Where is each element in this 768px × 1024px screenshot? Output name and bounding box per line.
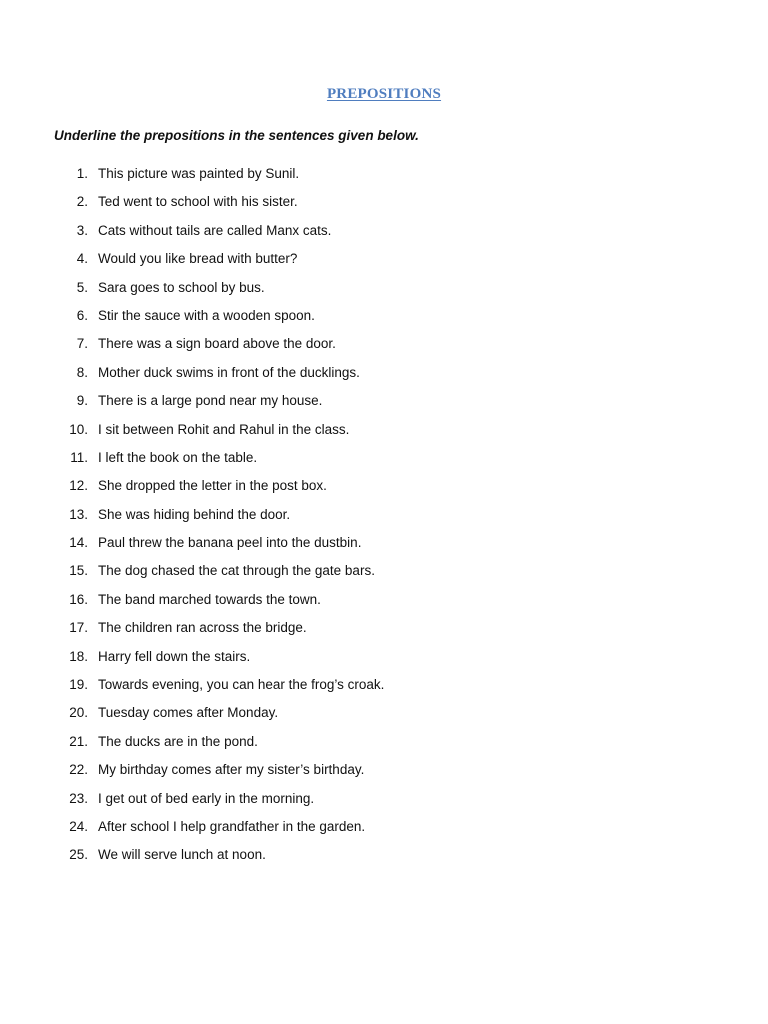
item-number: 22. bbox=[69, 762, 88, 778]
item-number: 3. bbox=[76, 222, 88, 238]
sentence-text: I get out of bed early in the morning. bbox=[98, 790, 315, 806]
item-number: 23. bbox=[69, 790, 88, 806]
item-number: 17. bbox=[69, 620, 88, 636]
item-number: 8. bbox=[76, 364, 88, 380]
sentence-text: We will serve lunch at noon. bbox=[98, 847, 266, 863]
item-number: 5. bbox=[76, 279, 88, 295]
sentence-text: Tuesday comes after Monday. bbox=[98, 705, 279, 721]
item-number: 19. bbox=[69, 677, 88, 693]
item-number: 10. bbox=[69, 421, 88, 437]
sentence-text: I left the book on the table. bbox=[98, 449, 258, 465]
sentence-text: Ted went to school with his sister. bbox=[98, 194, 298, 210]
item-number: 13. bbox=[69, 506, 88, 522]
item-number: 1. bbox=[76, 166, 88, 181]
sentence-text: Mother duck swims in front of the ducklings. bbox=[98, 364, 360, 380]
sentence-text: The band marched towards the town. bbox=[98, 591, 321, 607]
sentence-text: Harry fell down the stairs. bbox=[98, 648, 251, 664]
sentence-text: There is a large pond near my house. bbox=[98, 393, 323, 409]
sentence-text: Would you like bread with butter? bbox=[98, 251, 298, 267]
item-number: 25. bbox=[69, 847, 88, 863]
sentence-text: The ducks are in the pond. bbox=[98, 733, 258, 749]
item-number: 9. bbox=[76, 393, 88, 409]
sentence-text: After school I help grandfather in the garden. bbox=[98, 818, 366, 834]
instruction-text: Underline the prepositions in the sentences given below. bbox=[54, 128, 419, 143]
sentence-text: Paul threw the banana peel into the dustbin. bbox=[98, 535, 362, 551]
item-number: 16. bbox=[69, 591, 88, 607]
page-title: PREPOSITIONS bbox=[326, 86, 442, 102]
sentence-text: This picture was painted by Sunil. bbox=[98, 166, 300, 181]
item-number: 21. bbox=[69, 733, 88, 749]
sentence-text: There was a sign board above the door. bbox=[98, 336, 336, 352]
item-number: 20. bbox=[69, 705, 88, 721]
item-number: 6. bbox=[76, 307, 88, 323]
sentence-text: The dog chased the cat through the gate bars. bbox=[98, 563, 375, 579]
item-number: 11. bbox=[70, 449, 88, 465]
sentence-text: Cats without tails are called Manx cats. bbox=[98, 222, 332, 238]
item-number: 7. bbox=[76, 336, 88, 352]
sentence-text: Sara goes to school by bus. bbox=[98, 279, 265, 295]
item-number: 24. bbox=[69, 818, 88, 834]
item-number: 18. bbox=[69, 648, 88, 664]
sentence-text: Towards evening, you can hear the frog’s croak. bbox=[98, 677, 385, 693]
sentence-text: I sit between Rohit and Rahul in the class. bbox=[98, 421, 350, 437]
item-number: 14. bbox=[69, 535, 88, 551]
item-number: 15. bbox=[69, 563, 88, 579]
item-number: 12. bbox=[69, 478, 88, 494]
item-number: 2. bbox=[76, 194, 88, 210]
item-number: 4. bbox=[76, 251, 88, 267]
sentence-text: She was hiding behind the door. bbox=[98, 506, 291, 522]
sentence-text: Stir the sauce with a wooden spoon. bbox=[98, 307, 315, 323]
sentence-text: She dropped the letter in the post box. bbox=[98, 478, 327, 494]
sentence-text: The children ran across the bridge. bbox=[98, 620, 307, 636]
sentence-text: My birthday comes after my sister’s birthday. bbox=[98, 762, 365, 778]
